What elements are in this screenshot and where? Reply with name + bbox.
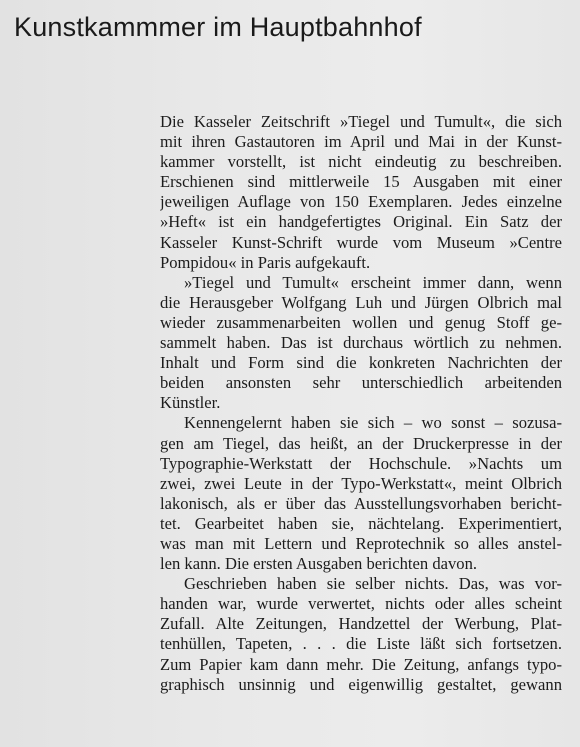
text-line: die Herausgeber Wolfgang Luh und Jürgen Olbrich mal bbox=[160, 292, 562, 312]
text-line: Pompidou« in Paris aufgekauft. bbox=[160, 252, 371, 272]
text-line: was man mit Lettern und Reprotechnik so alles anstel- bbox=[160, 533, 562, 553]
text-line: Geschrieben haben sie selber nichts. Das, was vor- bbox=[184, 574, 562, 594]
text-line: mit ihren Gastautoren im April und Mai in der Kunst- bbox=[160, 132, 562, 152]
text-line: Typographie-Werkstatt der Hochschule. »Nachts um bbox=[160, 453, 562, 473]
text-line: jeweiligen Auflage von 150 Exemplaren. Jedes einzelne bbox=[160, 192, 562, 212]
article-body bbox=[160, 112, 562, 695]
text-line: len kann. Die ersten Ausgaben berichten davon. bbox=[160, 554, 478, 574]
text-line: Kasseler Kunst-Schrift wurde vom Museum »Centre bbox=[160, 232, 562, 252]
text-line: tet. Gearbeitet haben sie, nächtelang. Experimentiert, bbox=[160, 513, 562, 533]
text-line: kammer vorstellt, ist nicht eindeutig zu beschreiben. bbox=[160, 152, 562, 172]
article-paragraph bbox=[160, 273, 562, 414]
text-line: wieder zusammenarbeiten wollen und genug Stoff ge- bbox=[160, 312, 562, 332]
article-paragraph bbox=[160, 112, 562, 273]
text-line: tenhüllen, Tapeten, . . . die Liste läßt sich fortsetzen. bbox=[160, 634, 562, 654]
text-line: Erschienen sind mittlerweile 15 Ausgaben mit einer bbox=[160, 172, 562, 192]
text-line: »Tiegel und Tumult« erscheint immer dann, wenn bbox=[184, 272, 562, 292]
text-line: zwei, zwei Leute in der Typo-Werkstatt«, meint Olbrich bbox=[160, 473, 562, 493]
article-paragraph bbox=[160, 574, 562, 695]
page-headline: Kunstkammmer im Hauptbahnhof bbox=[14, 12, 422, 42]
text-line: Kennengelernt haben sie sich – wo sonst – sozusa- bbox=[184, 413, 562, 433]
text-line: beiden ansonsten sehr unterschiedlich arbeitenden bbox=[160, 373, 562, 393]
text-line: »Heft« ist ein handgefertigtes Original. Ein Satz der bbox=[160, 212, 562, 232]
text-line: sammelt haben. Das ist durchaus wörtlich zu nehmen. bbox=[160, 333, 562, 353]
text-line: Inhalt und Form sind die konkreten Nachrichten der bbox=[160, 353, 562, 373]
text-line: lakonisch, als er über das Ausstellungsvorhaben bericht- bbox=[160, 493, 562, 513]
text-line: Zufall. Alte Zeitungen, Handzettel der Werbung, Plat- bbox=[160, 614, 562, 634]
text-line: Die Kasseler Zeitschrift »Tiegel und Tumult«, die sich bbox=[160, 112, 562, 131]
text-line: graphisch unsinnig und eigenwillig gestaltet, gewann bbox=[160, 674, 562, 694]
text-line: Künstler. bbox=[160, 393, 221, 413]
text-line: Zum Papier kam dann mehr. Die Zeitung, anfangs typo- bbox=[160, 654, 562, 674]
text-line: handen war, wurde verwertet, nichts oder alles scheint bbox=[160, 594, 562, 614]
article-paragraph bbox=[160, 413, 562, 574]
text-line: gen am Tiegel, das heißt, an der Druckerpresse in der bbox=[160, 433, 562, 453]
